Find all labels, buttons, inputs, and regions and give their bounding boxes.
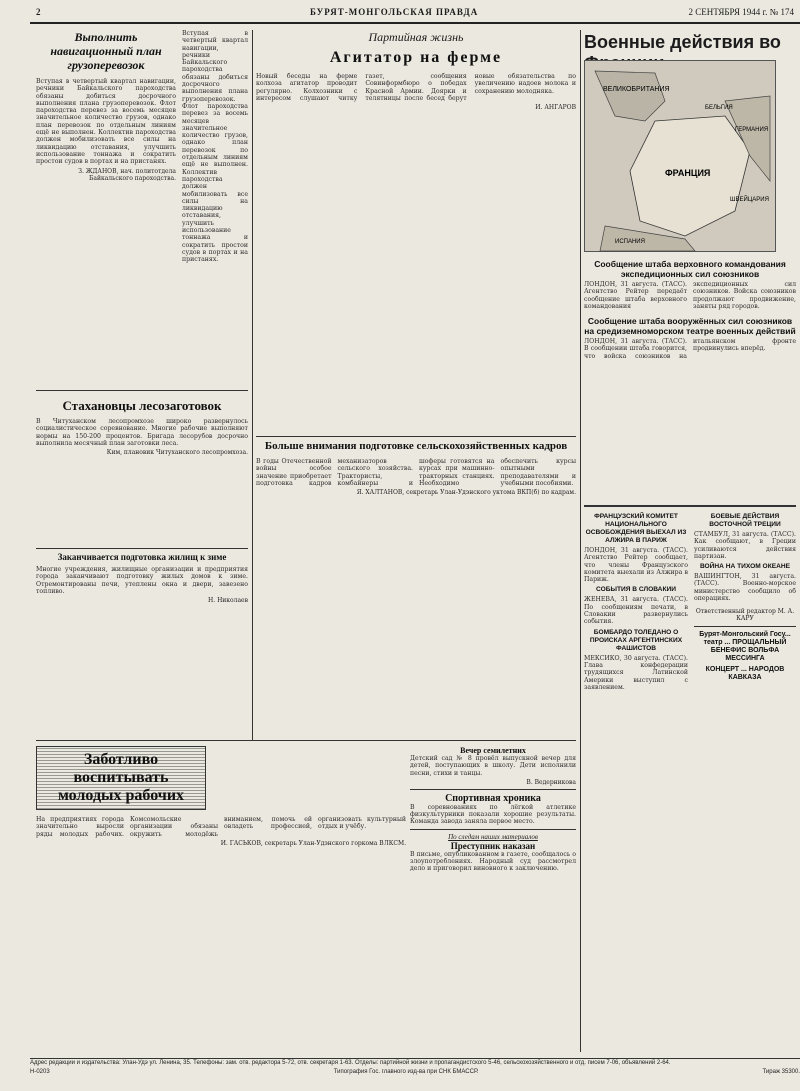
map-label-1: ФРАНЦИЯ [665,168,711,178]
editor-credit: Ответственный редактор М. А. КАРУ [695,608,795,623]
map-label-0: ВЕЛИКОБРИТАНИЯ [603,86,670,93]
news-headline: БОМБАРДО ТОЛЕДАНО О ПРОИСКАХ АРГЕНТИНСКИХ ФАШИСТОВ [589,628,683,652]
news-headline: СОБЫТИЯ В СЛОВАКИИ [596,586,676,594]
page-number: 2 [36,7,41,17]
issue-date: 2 СЕНТЯБРЯ 1944 г. № 174 [688,7,794,17]
divider [256,436,576,437]
article-headline: Заканчивается подготовка жилищ к зиме [57,552,227,562]
news-text: СТАМБУЛ, 31 августа. (ТАСС). Как сообщают, в Греции усиливаются действия партизан. [694,531,796,560]
minor-news-column [410,746,576,1051]
communique-1 [584,256,796,496]
article-headline: Выполнить навигационный план грузоперевозок [50,30,162,72]
foreign-news-left [584,510,688,1050]
article-headline: Больше внимания подготовке сельскохозяйственных кадров [264,440,568,452]
divider [584,505,796,507]
column-rule [252,30,253,740]
sport-headline: Спортивная хроника [445,792,541,804]
article-text: Многие учреждения, жилищные организации и предприятия города заканчивают подготовку жилых домов к зиме. Отремонтированы печи, утеплены окна и двери, завезено топливо. [36,566,248,595]
news-text: ЖЕНЕВА, 31 августа. (ТАСС). По сообщениям печати, в Словакии развернулись события. [584,596,688,626]
map-illustration [585,61,775,251]
crime-text: В письме, опубликованном в газете, сообщалось о злоупотреблениях. Народный суд рассмотрел дело и приговорил виновного к заключению. [410,850,576,873]
followup-rubric: По следам наших материалов [448,832,538,841]
concert-announcement: КОНЦЕРТ ... НАРОДОВ КАВКАЗА [705,666,785,682]
article-signature: Ким, плановик Читуханского лесопромхоза. [106,449,248,457]
article-navigation [36,30,176,390]
communique-headline: Сообщение штаба вооружённых сил союзников на средиземноморском театре военных действий [584,316,796,337]
map-label-3: ГЕРМАНИЯ [735,127,769,133]
article-text: На предприятиях города значительно выросли ряды молодых рабочих. Комсомольские организации обязаны окружить молодёжь вниманием, помочь ей овладеть профессией, организовать культурный отдых и учёбу. [36,816,406,838]
column-rule [580,30,581,1052]
divider [410,829,576,830]
article-text: Вступая в четвертый квартал навигации, речники Байкальского пароходства обязаны добиться досрочного выполнения плана грузоперевозок. Флот пароходства перевез за восемь месяцев значительное количество грузов, однако план перевозок по отдельным линиям ещё не выполнен. Коллектив пароходства должен мобилизовать все силы на ликвидацию отставания, улучшить использование тоннажа и сократить простои судов в портах и на пристанях. [36,78,176,166]
communique-headline: Сообщение штаба верховного командования экспедиционных сил союзников [594,259,786,279]
theatre-announcement: Бурят-Монгольский Госу... театр ... ПРОЩАЛЬНЫЙ БЕНЕФИС ВОЛЬФА МЕССИНГА [699,631,791,663]
section-rubric: Партийная жизнь [368,30,464,44]
evening-headline: Вечер семилетних [460,746,526,755]
paper-title: БУРЯТ-МОНГОЛЬСКАЯ ПРАВДА [310,7,479,17]
news-text: МЕКСИКО, 30 августа. (ТАСС). Глава конфедерации трудящихся Латинской Америки выступил с заявлением. [584,654,688,691]
article-signature: И. АНГАРОВ [535,104,576,112]
divider [36,548,248,549]
article-stakhanovites [36,398,248,548]
article-navigation-cont [182,30,248,390]
map-label-2: БЕЛЬГИЯ [705,105,733,111]
foreign-news-right [694,510,796,1050]
news-headline: БОЕВЫЕ ДЕЙСТВИЯ ВОСТОЧНОЙ ТРЕЦИИ [709,513,781,528]
communique-text: ЛОНДОН, 31 августа. (ТАСС). В сообщении штаба говорится, что войска союзников на итальянском фронте продвинулись вперёд. [584,338,796,360]
news-headline: ФРАНЦУЗСКИЙ КОМИТЕТ НАЦИОНАЛЬНОГО ОСВОБОЖДЕНИЯ ВЫЕХАЛ ИЗ АЛЖИРА В ПАРИЖ [585,513,687,544]
news-text: ВАШИНГТОН, 31 августа. (ТАСС). Военно-морское министерство сообщило об операциях. [694,573,796,603]
sport-text: В соревнованиях по лёгкой атлетике физкультурники показали хорошие результаты. Команда завода заняла первое место. [410,803,576,826]
article-housing [36,552,248,722]
article-signature: И. ГАСЬКОВ, секретарь Улан-Удэнского горкома ВЛКСМ. [220,839,406,847]
article-headline: Заботливо воспитывать молодых рабочих [36,746,206,810]
divider [36,390,248,391]
article-text-continued: Вступая в четвертый квартал навигации, речники Байкальского пароходства обязаны добиться досрочного выполнения плана грузоперевозок. Флот пароходства перевез за восемь месяцев значительное количество грузов, однако план перевозок по отдельным линиям ещё не выполнен. Коллектив пароходства должен мобилизовать все силы на ликвидацию отставания, улучшить использование тоннажа и сократить простои судов в портах и на пристанях. [182,30,248,264]
map-label-4: ИСПАНИЯ [615,239,645,245]
masthead [30,4,800,24]
article-headline: Агитатор на ферме [329,49,503,66]
footer-address: Адрес редакции и издательства: Улан-Удэ ул. Ленина, 35. Телефоны: зам. отв. редактора 5-72, отв. секретаря 1-63. Отделы: партийной жизни и пропагандистского 5-46, сельскохозяйственного и отд. писем 7-06, объявлений 2-64. [30,1060,671,1066]
article-headline: Стахановцы лесозаготовок [62,398,222,413]
footer-printer: Типография Гос. главного изд-ва при СНК БМАССР. [333,1069,479,1075]
war-headline: Военные действия во [584,32,781,52]
crime-headline: Преступник наказан [450,840,536,851]
news-headline: ВОЙНА НА ТИХОМ ОКЕАНЕ [699,563,791,571]
war-headline-block [584,32,800,56]
divider [410,789,576,790]
map-label-5: ШВЕЙЦАРИЯ [730,197,769,203]
article-signature: Н. Николаев [208,597,248,605]
article-text: В годы Отечественной войны особое значение приобретает подготовка кадров механизаторов сельского хозяйства. Трактористы, комбайнеры и шоферы готовятся на курсах при машинно-тракторных станциях. Необходимо обеспечить курсы опытными преподавателями и учебными пособиями. [256,458,576,487]
map-france [584,60,776,252]
article-agitator [256,30,576,450]
communique-text: ЛОНДОН, 31 августа. (ТАСС). Агентство Рейтер передаёт сообщение штаба верховного командования экспедиционных сил союзников. Войска союзников продолжают продвижение, заняты ряд городов. [584,281,796,310]
evening-signature: В. Ведерникова [526,778,576,786]
article-young-workers [36,746,406,1051]
article-cadres [256,440,576,740]
evening-text: Детский сад № 8 провёл выпускной вечер для детей, поступающих в школу. Дети исполнили песни, стихи и танцы. [410,755,576,777]
footer-circulation: Тираж 35300. [762,1069,800,1075]
article-signature: З. ЖДАНОВ, нач. политотдела Байкальского пароходства. [78,167,176,182]
news-text: ЛОНДОН, 31 августа. (ТАСС). Агентство Рейтер сообщает, что члены Французского комитета выехали из Алжира в Париж. [584,547,688,584]
footer-imprint [30,1058,800,1089]
divider [36,740,576,741]
divider [694,626,796,627]
footer-code: Н-0203 [30,1069,50,1075]
article-text: В Читуханском лесопромхозе широко развернулось социалистическое соревнование. Многие рабочие выполняют нормы на 150-200 процентов. Бригада лесорубов досрочно выполнила месячный план заготовки леса. [36,418,248,447]
article-signature: Я. ХАЛТАНОВ, секретарь Улан-Удэнского уктома ВКП(б) по кадрам. [356,489,576,497]
article-text: Новый беседы на ферме колхоза агитатор проводит регулярно. Колхозники с интересом слушают читку газет, сообщения Совинформбюро о победах Красной Армии. Доярки и телятницы после бесед берут новые обязательства по увеличению надоев молока и сохранению молодняка. [256,73,576,102]
